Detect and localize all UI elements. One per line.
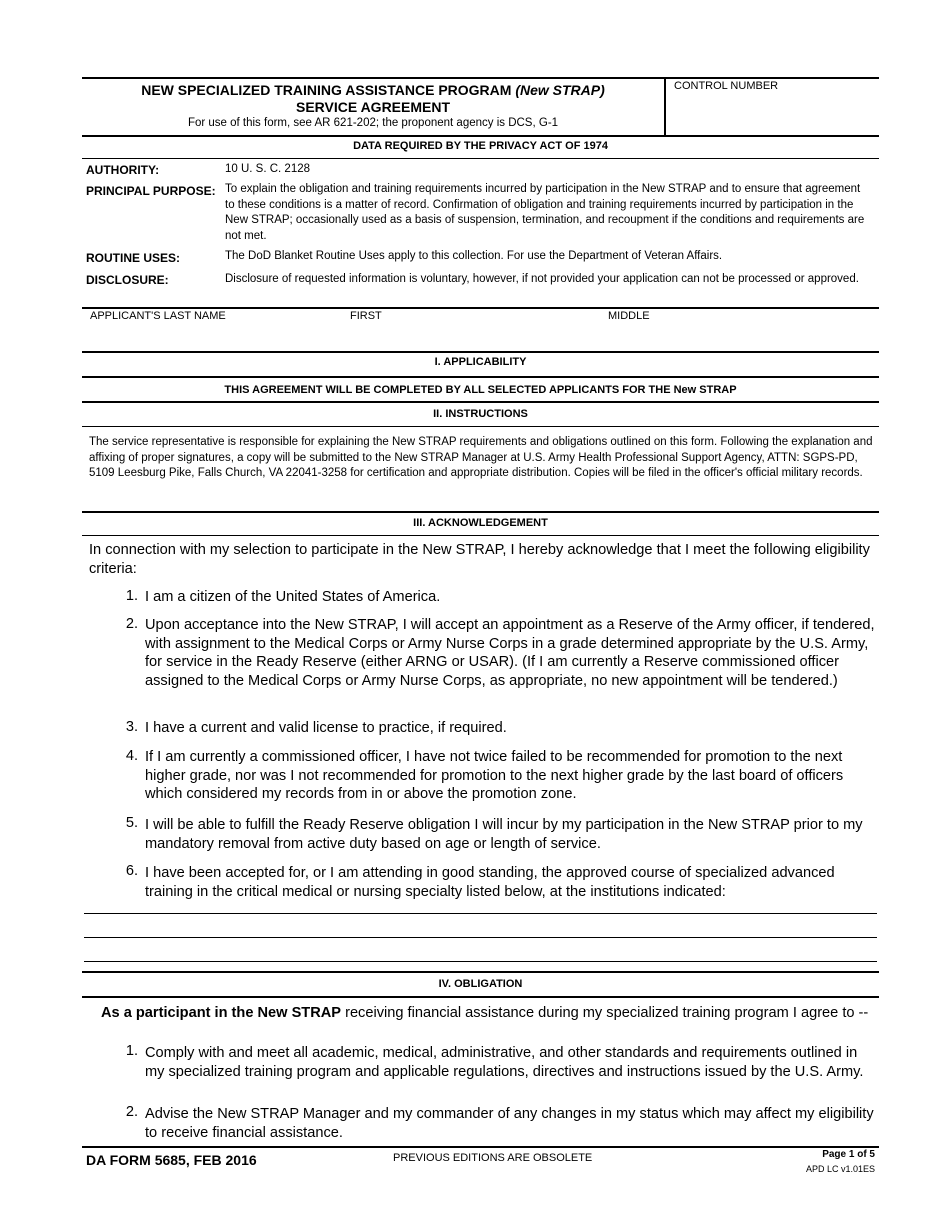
instructions-heading: II. INSTRUCTIONS (433, 408, 528, 420)
privacy-rule (82, 158, 879, 159)
authority-label: AUTHORITY: (86, 163, 160, 177)
ack-item-4-number: 4. (125, 748, 138, 764)
ack-item-2-number: 2. (125, 616, 138, 632)
ack-heading: III. ACKNOWLEDGEMENT (413, 517, 548, 529)
name-top-rule (82, 307, 879, 309)
ack-item-5: I will be able to fulfill the Ready Reserve obligation I will incur by my participation in the New STRAP prior to my mandatory removal from active duty based on age or length of service. (145, 817, 863, 852)
applicability-heading: I. APPLICABILITY (434, 356, 527, 368)
header-bottom-rule (82, 135, 879, 137)
obl-item-2: Advise the New STRAP Manager and my commander of any changes in my status which may affect my eligibility to receive financial assistance. (145, 1106, 874, 1141)
specialty-line-1[interactable] (84, 895, 877, 913)
form-id: DA FORM 5685, FEB 2016 (86, 1152, 257, 1168)
instructions-text: The service representative is responsible for explaining the New STRAP requirements and obligations outlined on this form. Following the explanation and affixing of proper signatures, a copy will be submitted to the New STRAP Manager at U.S. Army Health Professional Support Agency, ATTN: SGPS-PD, 5109 Leesburg Pike, Falls Church, VA 22041-3258 for certification and appropriate distribution. Copies will be filed in the officer's official military records. (89, 436, 873, 479)
control-number-label: CONTROL NUMBER (674, 80, 779, 92)
instructions-top-rule (82, 401, 879, 403)
ack-item-2: Upon acceptance into the New STRAP, I will accept an appointment as a Reserve of the Army officer, if tendered, with assignment to the Medical Corps or Army Nurse Corps in a grade determined appropriate by the U.S. Army, for service in the Ready Reserve (either ARNG or USAR). (If I am currently a Reserve commissioned officer assigned to the Medical Corps or Army Nurse Corps, as appropriate, no new appointment will be tendered.) (145, 617, 875, 689)
title-line2: SERVICE AGREEMENT (295, 99, 451, 115)
ack-intro: In connection with my selection to participate in the New STRAP, I hereby acknowledge that I meet the following eligibility criteria: (89, 542, 870, 577)
obligation-intro-bold: As a participant in the New STRAP (101, 1005, 342, 1021)
ack-item-3-number: 3. (125, 719, 138, 735)
ack-item-5-number: 5. (125, 815, 138, 831)
routine-uses-text: The DoD Blanket Routine Uses apply to this collection. For use the Department of Veteran Affairs. (225, 250, 723, 262)
middle-name-field[interactable] (606, 325, 876, 347)
title-italic: (New STRAP) (515, 82, 605, 98)
applicability-top-rule (82, 351, 879, 353)
usage-note: For use of this form, see AR 621-202; the proponent agency is DCS, G-1 (187, 117, 559, 129)
last-name-field[interactable] (88, 325, 338, 347)
ack-item-4: If I am currently a commissioned officer, I have not twice failed to be recommended for promotion to the next higher grade, nor was I not recommended for promotion to the next higher grade by the last board of officers which considered my records from in or above the promotion zone. (145, 749, 844, 803)
obl-item-1-number: 1. (125, 1043, 138, 1059)
obligation-intro (101, 1004, 871, 1023)
footer-rule (82, 1146, 879, 1148)
obligation-heading: IV. OBLIGATION (438, 978, 523, 990)
first-name-label: FIRST (350, 310, 382, 322)
principal-purpose-text: To explain the obligation and training requirements incurred by participation in the New STRAP and to ensure that agreement to these conditions is a matter of record. Confirmation of obligation and training requirements incurred by participation in the New STRAP; occasionally used as a basis of suspension, termination, and recoupment if the conditions and requirements are not met. (225, 183, 865, 242)
authority-text: 10 U. S. C. 2128 (225, 163, 311, 175)
obl-item-1: Comply with and meet all academic, medical, administrative, and other standards and requirements outlined in my specialized training program and applicable regulations, directives and instructions issued by the U.S. Army. (145, 1045, 864, 1080)
obligation-intro-rest: receiving financial assistance during my specialized training program I agree to -- (341, 1005, 869, 1021)
control-number-field[interactable] (674, 97, 874, 133)
first-name-field[interactable] (348, 325, 598, 347)
specialty-line-2-rule (84, 937, 877, 938)
disclosure-label: DISCLOSURE: (86, 273, 169, 287)
principal-purpose-label: PRINCIPAL PURPOSE: (86, 184, 216, 198)
specialty-line-2[interactable] (84, 919, 877, 937)
title-line1: NEW SPECIALIZED TRAINING ASSISTANCE PROGRAM (141, 82, 512, 98)
form-title (82, 82, 664, 116)
ack-item-1-number: 1. (125, 588, 138, 604)
obligation-top-rule (82, 971, 879, 973)
previous-editions-note: PREVIOUS EDITIONS ARE OBSOLETE (393, 1152, 593, 1164)
header-divider (664, 77, 666, 137)
form-version: APD LC v1.01ES (805, 1164, 875, 1174)
ack-item-1: I am a citizen of the United States of America. (145, 589, 441, 605)
ack-item-6-number: 6. (125, 863, 138, 879)
ack-item-6: I have been accepted for, or I am attending in good standing, the approved course of specialized advanced training in the critical medical or nursing specialty listed below, at the institutions indicated: (145, 865, 835, 900)
routine-uses-label: ROUTINE USES: (86, 251, 181, 265)
last-name-label: APPLICANT'S LAST NAME (90, 310, 226, 322)
disclosure-text: Disclosure of requested information is voluntary, however, if not provided your application can not be processed or approved. (225, 273, 859, 285)
specialty-line-1-rule (84, 913, 877, 914)
instructions-rule (82, 426, 879, 427)
ack-item-3: I have a current and valid license to practice, if required. (145, 720, 507, 736)
top-rule (82, 77, 879, 79)
applicability-text: THIS AGREEMENT WILL BE COMPLETED BY ALL SELECTED APPLICANTS FOR THE New STRAP (224, 384, 737, 396)
obligation-rule (82, 996, 879, 998)
applicability-rule (82, 376, 879, 378)
specialty-line-3-rule (84, 961, 877, 962)
middle-name-label: MIDDLE (608, 310, 650, 322)
ack-top-rule (82, 511, 879, 513)
page-number: Page 1 of 5 (822, 1149, 875, 1160)
ack-rule (82, 535, 879, 536)
obl-item-2-number: 2. (125, 1104, 138, 1120)
privacy-heading: DATA REQUIRED BY THE PRIVACY ACT OF 1974 (353, 140, 608, 152)
specialty-line-3[interactable] (84, 943, 877, 961)
